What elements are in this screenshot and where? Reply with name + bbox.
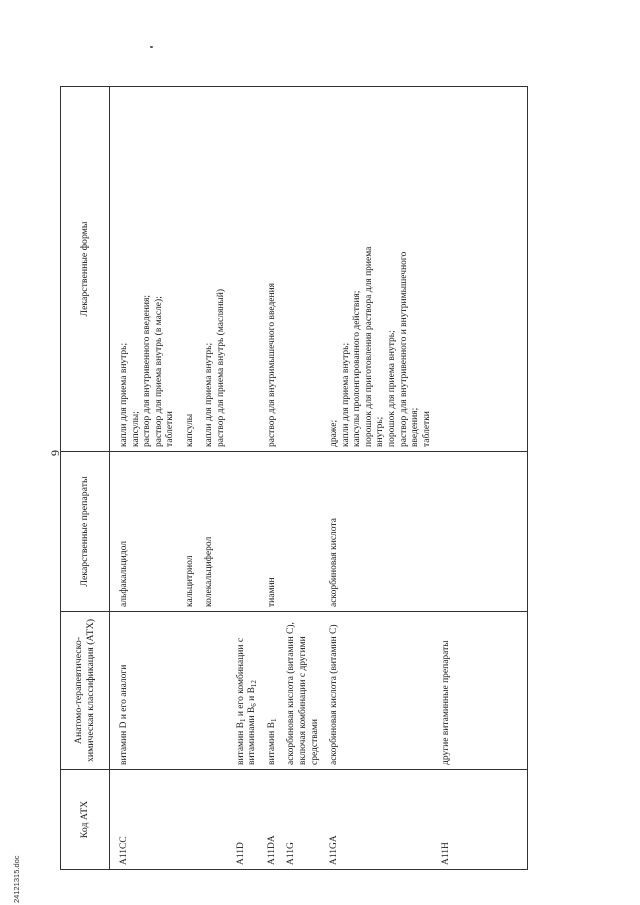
atc-class: витамин D и его аналоги	[110, 612, 183, 770]
dosage-form: раствор для приема внутрь (в масле);	[153, 296, 164, 447]
table-row	[183, 87, 203, 870]
atc-code: A11GA	[327, 770, 439, 870]
dosage-form: капли для приема внутрь;	[119, 342, 129, 447]
atc-code	[202, 770, 233, 870]
header-code: Код АТХ	[61, 770, 110, 870]
dosage-forms	[183, 87, 203, 452]
dosage-form: таблетки	[421, 411, 432, 447]
dosage-form: капли для приема внутрь;	[204, 342, 215, 447]
table-row	[234, 87, 265, 870]
drug-name	[234, 452, 265, 612]
dosage-form: таблетки	[165, 411, 176, 447]
atc-code: A11D	[234, 770, 265, 870]
atc-class	[183, 612, 203, 770]
table-row	[284, 87, 327, 870]
atc-code: A11G	[284, 770, 327, 870]
dosage-form: раствор для внутривенного и внутримышечного	[398, 251, 409, 447]
table-header-row	[61, 87, 110, 870]
dosage-form: драже;	[329, 419, 340, 447]
dosage-forms	[202, 87, 233, 452]
table-row	[265, 87, 285, 870]
page-number: 9	[48, 450, 62, 456]
atc-class: аскорбиновая кислота (витамин C), включая комбинации с другими средствами	[284, 612, 327, 770]
drug-name: альфакальцидол	[110, 452, 183, 612]
atc-class: витамин $B_1$	[265, 612, 285, 770]
table-row	[327, 87, 439, 870]
dosage-form: порошок для приема внутрь;	[386, 330, 397, 447]
table-row	[439, 87, 528, 870]
dosage-form: введения;	[410, 407, 421, 447]
dosage-forms	[265, 87, 285, 452]
header-classification: Анатомо-терапевтическо-химическая классификация (АТХ)	[61, 612, 110, 770]
drug-name: кальцитриол	[183, 452, 203, 612]
drug-name	[439, 452, 528, 612]
atc-code: A11H	[439, 770, 528, 870]
header-drugs: Лекарственные препараты	[61, 452, 110, 612]
atc-class: другие витаминные препараты	[439, 612, 528, 770]
dosage-forms	[284, 87, 327, 452]
dosage-forms	[439, 87, 528, 452]
drug-name	[284, 452, 327, 612]
dosage-form: внутрь;	[375, 416, 386, 447]
dosage-form: раствор для внутривенного введения;	[142, 295, 153, 447]
atc-class: витамин $B_1$ и его комбинации с витаминами $B_6$ и $B_{12}$	[234, 612, 265, 770]
atc-class: аскорбиновая кислота (витамин C)	[327, 612, 439, 770]
atc-table	[60, 86, 528, 870]
dosage-form: капли для приема внутрь;	[340, 342, 351, 447]
drug-name: аскорбиновая кислота	[327, 452, 439, 612]
dosage-forms	[327, 87, 439, 452]
drug-name: колекальциферол	[202, 452, 233, 612]
dosage-form: капсулы;	[130, 411, 141, 447]
atc-class	[202, 612, 233, 770]
dosage-form: капсулы	[184, 413, 195, 447]
dosage-forms	[234, 87, 265, 452]
dosage-form: раствор для приема внутрь (масляный)	[216, 288, 227, 447]
dosage-form: капсулы пролонгированного действия;	[352, 290, 363, 447]
atc-code: A11CC	[110, 770, 183, 870]
table-row	[202, 87, 233, 870]
atc-code	[183, 770, 203, 870]
table-row	[110, 87, 183, 870]
atc-code: A11DA	[265, 770, 285, 870]
drug-name: тиамин	[265, 452, 285, 612]
dosage-form: раствор для внутримышечного введения	[266, 282, 277, 447]
document-code: 24121315.doc	[12, 855, 21, 903]
dosage-form: порошок для приготовления раствора для приема	[363, 246, 374, 447]
header-forms: Лекарственные формы	[61, 87, 110, 452]
dosage-forms	[110, 87, 183, 452]
